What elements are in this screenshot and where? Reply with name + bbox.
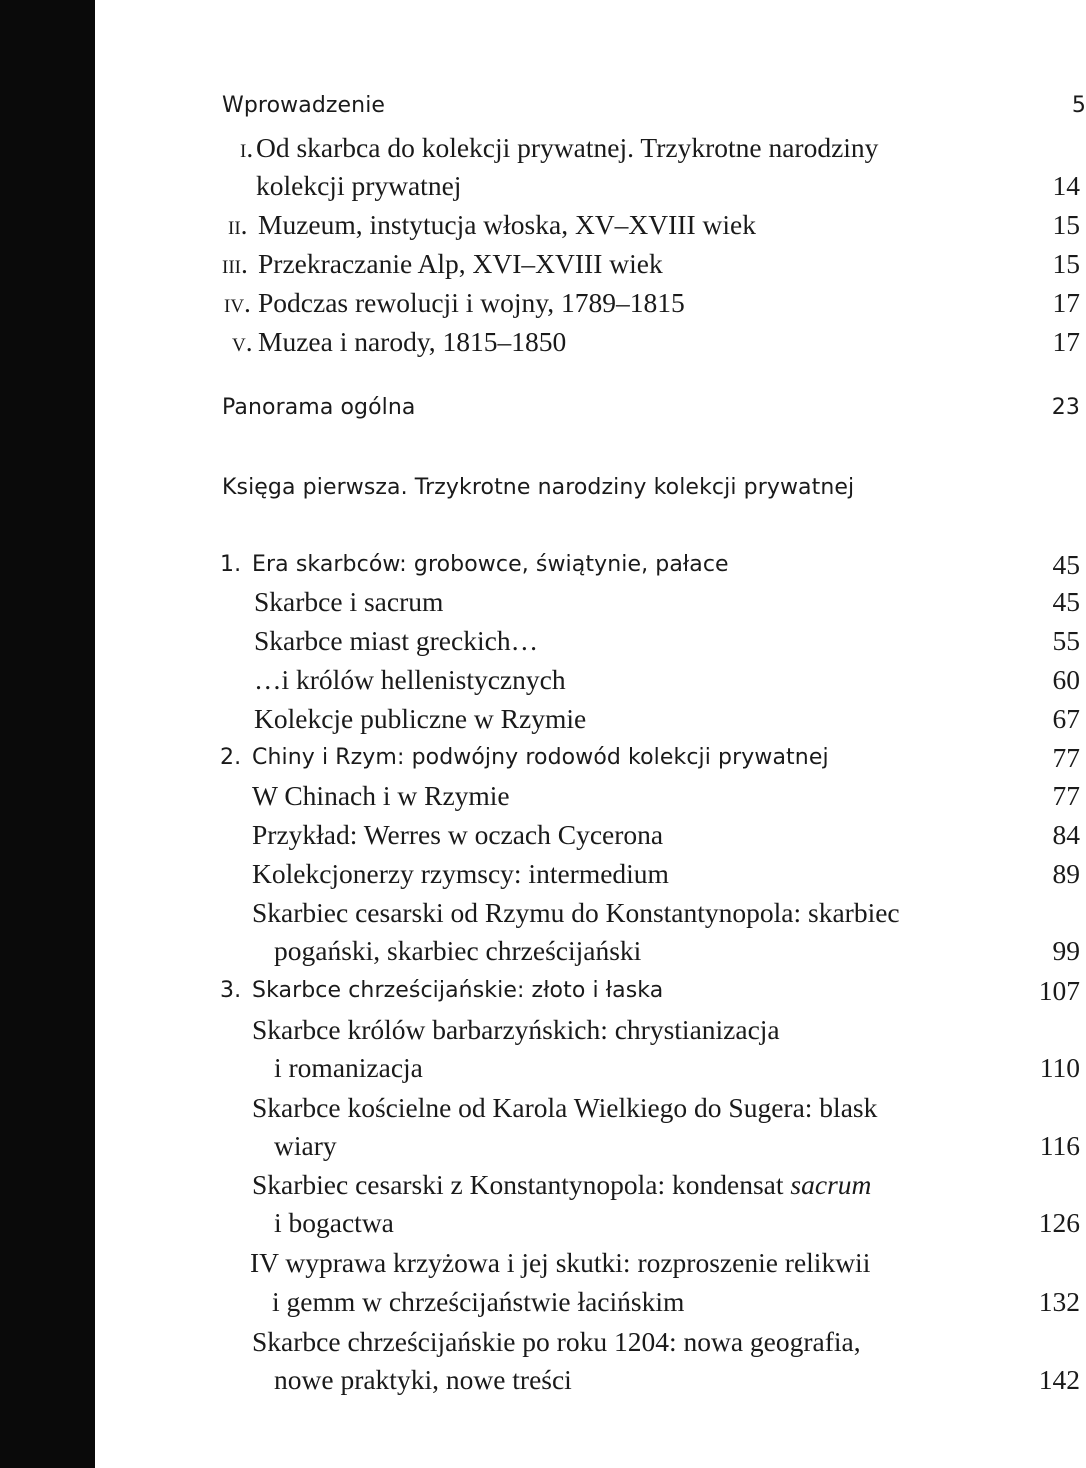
toc-panorama (0, 388, 1082, 428)
toc-section (0, 1165, 1082, 1205)
chapter-number: 2. (220, 745, 242, 770)
intro-item-page: 15 (1052, 248, 1080, 279)
intro-item-roman: iv. (224, 287, 251, 318)
intro-item-page: 14 (1052, 170, 1080, 201)
section-title: Skarbce królów barbarzyńskich: chrystianizacja (252, 1014, 780, 1045)
chapter-title: Skarbce chrześcijańskie: złoto i łaska (252, 978, 664, 1003)
panorama-label: Panorama ogólna (222, 395, 416, 420)
section-page: 60 (1052, 664, 1080, 695)
section-title-text: Skarbiec cesarski z Konstantynopola: kondensat (252, 1169, 791, 1200)
toc-section (0, 1010, 1082, 1050)
toc-intro-item (0, 244, 1082, 284)
section-title-continued: nowe praktyki, nowe treści (274, 1364, 572, 1395)
section-title: Skarbiec cesarski od Rzymu do Konstantynopola: skarbiec (252, 897, 900, 928)
intro-item-roman: iii. (222, 248, 248, 279)
toc-intro-item (0, 322, 1082, 362)
section-page: 132 (1038, 1286, 1080, 1317)
toc-section (0, 854, 1082, 894)
section-title-continued: pogański, skarbiec chrześcijański (274, 935, 642, 966)
chapter-page: 107 (1038, 975, 1080, 1006)
toc-intro-item (0, 283, 1082, 323)
section-title-italic: sacrum (790, 1169, 872, 1200)
chapter-page: 77 (1052, 742, 1080, 773)
section-title-continued: i romanizacja (274, 1052, 423, 1083)
toc-section (0, 621, 1082, 661)
section-title: …i królów hellenistycznych (254, 664, 566, 695)
intro-item-title: Muzeum, instytucja włoska, XV–XVIII wiek (258, 209, 756, 240)
toc-section-continued (0, 1203, 1082, 1243)
toc-section-continued (0, 1360, 1082, 1400)
intro-item-title: Podczas rewolucji i wojny, 1789–1815 (258, 287, 685, 318)
section-page: 77 (1052, 780, 1080, 811)
intro-item-roman: i. (240, 132, 254, 163)
toc-section (0, 660, 1082, 700)
toc-section (0, 1243, 1082, 1283)
toc-section (0, 776, 1082, 816)
toc-section (0, 1322, 1082, 1362)
toc-section-continued (0, 1282, 1082, 1322)
intro-item-title-continued: kolekcji prywatnej (256, 170, 462, 201)
toc-section (0, 893, 1082, 933)
intro-item-page: 17 (1052, 287, 1080, 318)
section-title (252, 1165, 871, 1205)
intro-item-title: Przekraczanie Alp, XVI–XVIII wiek (258, 248, 663, 279)
toc-section-continued (0, 1048, 1082, 1088)
section-title-continued: i gemm w chrześcijaństwie łacińskim (272, 1286, 685, 1317)
section-page: 45 (1052, 586, 1080, 617)
intro-item-page: 17 (1052, 326, 1080, 357)
toc-section (0, 815, 1082, 855)
section-page: 99 (1052, 935, 1080, 966)
section-title-continued: wiary (274, 1130, 337, 1161)
toc-chapter (0, 545, 1082, 585)
section-title: Kolekcjonerzy rzymscy: intermedium (252, 858, 669, 889)
section-page: 110 (1039, 1052, 1080, 1083)
section-page: 142 (1038, 1364, 1080, 1395)
section-title: Skarbce chrześcijańskie po roku 1204: nowa geografia, (252, 1326, 861, 1357)
toc-section-continued (0, 1126, 1082, 1166)
panorama-page: 23 (1051, 395, 1080, 420)
toc-section (0, 699, 1082, 739)
toc-intro-item (0, 205, 1082, 245)
toc-section (0, 1088, 1082, 1128)
toc-chapter (0, 971, 1082, 1011)
toc-book-title (0, 468, 1082, 508)
chapter-title: Chiny i Rzym: podwójny rodowód kolekcji prywatnej (252, 745, 829, 770)
section-title: W Chinach i w Rzymie (252, 780, 510, 811)
section-title: Przykład: Werres w oczach Cycerona (252, 819, 664, 850)
section-page: 84 (1052, 819, 1080, 850)
section-title: Kolekcje publiczne w Rzymie (254, 703, 587, 734)
section-page: 126 (1038, 1207, 1080, 1238)
intro-item-page: 15 (1052, 209, 1080, 240)
chapter-page: 45 (1052, 549, 1080, 580)
intro-item-roman: v. (232, 326, 253, 357)
book-title: Księga pierwsza. Trzykrotne narodziny kolekcji prywatnej (222, 475, 855, 500)
intro-heading-page: 5 (1071, 93, 1086, 118)
section-title: IV wyprawa krzyżowa i jej skutki: rozproszenie relikwii (250, 1247, 871, 1278)
section-title: Skarbce i sacrum (254, 586, 444, 617)
toc-intro-item (0, 128, 1082, 168)
intro-item-roman: ii. (228, 209, 248, 240)
intro-heading-label: Wprowadzenie (222, 93, 386, 118)
section-title: Skarbce kościelne od Karola Wielkiego do Sugera: blask (252, 1092, 878, 1123)
section-title-continued: i bogactwa (274, 1207, 394, 1238)
toc-section-continued (0, 931, 1082, 971)
toc-section (0, 582, 1082, 622)
toc-intro-heading (0, 86, 1086, 126)
intro-item-title: Od skarbca do kolekcji prywatnej. Trzykrotne narodziny (256, 132, 879, 163)
section-title: Skarbce miast greckich… (254, 625, 539, 656)
section-page: 55 (1052, 625, 1080, 656)
chapter-number: 1. (220, 552, 242, 577)
section-page: 67 (1052, 703, 1080, 734)
section-page: 116 (1039, 1130, 1080, 1161)
chapter-title: Era skarbców: grobowce, świątynie, pałace (252, 552, 729, 577)
toc-intro-item-continued (0, 166, 1082, 206)
chapter-number: 3. (220, 978, 242, 1003)
intro-item-title: Muzea i narody, 1815–1850 (258, 326, 567, 357)
section-page: 89 (1052, 858, 1080, 889)
toc-chapter (0, 738, 1082, 778)
